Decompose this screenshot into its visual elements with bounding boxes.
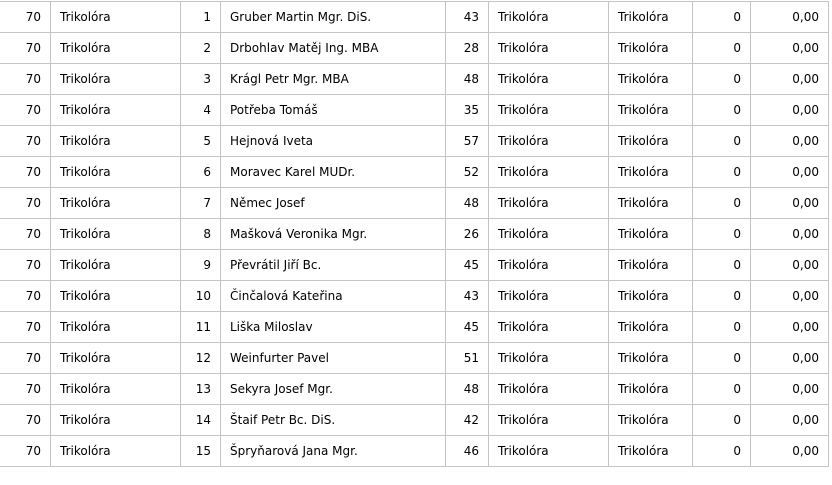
candidate-name-cell: Potřeba Tomáš (221, 95, 446, 126)
table-row (0, 343, 829, 374)
candidate-name-cell: Liška Miloslav (221, 312, 446, 343)
nominating-party-cell: Trikolóra (489, 188, 609, 219)
candidate-name-cell: Krágl Petr Mgr. MBA (221, 64, 446, 95)
vote-percent-cell: 0,00 (751, 281, 829, 312)
candidate-name-cell: Weinfurter Pavel (221, 343, 446, 374)
party-number-cell: 70 (0, 126, 51, 157)
candidate-order-cell: 14 (181, 405, 221, 436)
nominating-party-cell: Trikolóra (489, 281, 609, 312)
candidate-name-cell: Činčalová Kateřina (221, 281, 446, 312)
vote-count-cell: 0 (693, 250, 751, 281)
nominating-party-cell: Trikolóra (489, 250, 609, 281)
political-affiliation-cell: Trikolóra (609, 219, 693, 250)
vote-percent-cell: 0,00 (751, 374, 829, 405)
vote-percent-cell: 0,00 (751, 436, 829, 467)
party-number-cell: 70 (0, 312, 51, 343)
party-number-cell: 70 (0, 64, 51, 95)
vote-percent-cell: 0,00 (751, 188, 829, 219)
political-affiliation-cell: Trikolóra (609, 405, 693, 436)
vote-count-cell: 0 (693, 343, 751, 374)
nominating-party-cell: Trikolóra (489, 343, 609, 374)
table-row (0, 2, 829, 33)
table-row (0, 374, 829, 405)
candidate-name-cell: Hejnová Iveta (221, 126, 446, 157)
nominating-party-cell: Trikolóra (489, 405, 609, 436)
party-number-cell: 70 (0, 33, 51, 64)
vote-percent-cell: 0,00 (751, 250, 829, 281)
vote-percent-cell: 0,00 (751, 157, 829, 188)
candidate-order-cell: 9 (181, 250, 221, 281)
political-affiliation-cell: Trikolóra (609, 33, 693, 64)
party-name-cell: Trikolóra (51, 2, 181, 33)
party-name-cell: Trikolóra (51, 312, 181, 343)
political-affiliation-cell: Trikolóra (609, 436, 693, 467)
table-row (0, 157, 829, 188)
candidate-name-cell: Sekyra Josef Mgr. (221, 374, 446, 405)
vote-percent-cell: 0,00 (751, 343, 829, 374)
candidate-order-cell: 4 (181, 95, 221, 126)
table-row (0, 312, 829, 343)
party-number-cell: 70 (0, 343, 51, 374)
party-name-cell: Trikolóra (51, 219, 181, 250)
table-row (0, 95, 829, 126)
party-name-cell: Trikolóra (51, 188, 181, 219)
political-affiliation-cell: Trikolóra (609, 2, 693, 33)
political-affiliation-cell: Trikolóra (609, 312, 693, 343)
political-affiliation-cell: Trikolóra (609, 374, 693, 405)
political-affiliation-cell: Trikolóra (609, 157, 693, 188)
vote-percent-cell: 0,00 (751, 2, 829, 33)
candidate-name-cell: Moravec Karel MUDr. (221, 157, 446, 188)
party-number-cell: 70 (0, 374, 51, 405)
candidate-age-cell: 46 (446, 436, 489, 467)
candidate-order-cell: 15 (181, 436, 221, 467)
vote-count-cell: 0 (693, 405, 751, 436)
political-affiliation-cell: Trikolóra (609, 343, 693, 374)
vote-count-cell: 0 (693, 219, 751, 250)
vote-count-cell: 0 (693, 95, 751, 126)
candidate-name-cell: Převrátil Jiří Bc. (221, 250, 446, 281)
political-affiliation-cell: Trikolóra (609, 250, 693, 281)
vote-percent-cell: 0,00 (751, 95, 829, 126)
party-name-cell: Trikolóra (51, 126, 181, 157)
candidate-order-cell: 6 (181, 157, 221, 188)
table-row (0, 436, 829, 467)
political-affiliation-cell: Trikolóra (609, 126, 693, 157)
candidate-order-cell: 11 (181, 312, 221, 343)
vote-percent-cell: 0,00 (751, 219, 829, 250)
table-row (0, 188, 829, 219)
party-number-cell: 70 (0, 405, 51, 436)
party-number-cell: 70 (0, 95, 51, 126)
candidate-order-cell: 2 (181, 33, 221, 64)
candidates-table-body (0, 2, 829, 467)
candidate-order-cell: 13 (181, 374, 221, 405)
candidate-name-cell: Mašková Veronika Mgr. (221, 219, 446, 250)
candidate-age-cell: 43 (446, 281, 489, 312)
table-row (0, 281, 829, 312)
party-number-cell: 70 (0, 219, 51, 250)
vote-count-cell: 0 (693, 126, 751, 157)
nominating-party-cell: Trikolóra (489, 219, 609, 250)
vote-percent-cell: 0,00 (751, 64, 829, 95)
candidate-age-cell: 42 (446, 405, 489, 436)
party-number-cell: 70 (0, 2, 51, 33)
table-row (0, 219, 829, 250)
nominating-party-cell: Trikolóra (489, 64, 609, 95)
party-number-cell: 70 (0, 157, 51, 188)
candidate-age-cell: 48 (446, 188, 489, 219)
political-affiliation-cell: Trikolóra (609, 95, 693, 126)
nominating-party-cell: Trikolóra (489, 157, 609, 188)
party-name-cell: Trikolóra (51, 405, 181, 436)
candidate-age-cell: 26 (446, 219, 489, 250)
candidate-age-cell: 45 (446, 312, 489, 343)
vote-count-cell: 0 (693, 281, 751, 312)
vote-percent-cell: 0,00 (751, 126, 829, 157)
vote-percent-cell: 0,00 (751, 405, 829, 436)
candidate-name-cell: Gruber Martin Mgr. DiS. (221, 2, 446, 33)
nominating-party-cell: Trikolóra (489, 95, 609, 126)
candidate-name-cell: Špryňarová Jana Mgr. (221, 436, 446, 467)
table-row (0, 405, 829, 436)
political-affiliation-cell: Trikolóra (609, 64, 693, 95)
vote-count-cell: 0 (693, 436, 751, 467)
candidate-order-cell: 7 (181, 188, 221, 219)
nominating-party-cell: Trikolóra (489, 312, 609, 343)
candidates-table (0, 1, 829, 467)
vote-count-cell: 0 (693, 64, 751, 95)
party-name-cell: Trikolóra (51, 95, 181, 126)
party-number-cell: 70 (0, 188, 51, 219)
party-number-cell: 70 (0, 250, 51, 281)
party-name-cell: Trikolóra (51, 374, 181, 405)
vote-count-cell: 0 (693, 312, 751, 343)
candidate-age-cell: 35 (446, 95, 489, 126)
candidate-age-cell: 43 (446, 2, 489, 33)
table-row (0, 64, 829, 95)
party-name-cell: Trikolóra (51, 33, 181, 64)
vote-count-cell: 0 (693, 157, 751, 188)
candidate-order-cell: 5 (181, 126, 221, 157)
candidate-name-cell: Štaif Petr Bc. DiS. (221, 405, 446, 436)
party-name-cell: Trikolóra (51, 281, 181, 312)
candidate-order-cell: 12 (181, 343, 221, 374)
table-row (0, 250, 829, 281)
nominating-party-cell: Trikolóra (489, 33, 609, 64)
candidate-age-cell: 48 (446, 374, 489, 405)
party-name-cell: Trikolóra (51, 343, 181, 374)
candidate-age-cell: 57 (446, 126, 489, 157)
candidate-order-cell: 3 (181, 64, 221, 95)
party-number-cell: 70 (0, 436, 51, 467)
nominating-party-cell: Trikolóra (489, 374, 609, 405)
candidate-age-cell: 28 (446, 33, 489, 64)
vote-count-cell: 0 (693, 33, 751, 64)
vote-count-cell: 0 (693, 188, 751, 219)
party-name-cell: Trikolóra (51, 64, 181, 95)
candidate-name-cell: Drbohlav Matěj Ing. MBA (221, 33, 446, 64)
candidate-age-cell: 51 (446, 343, 489, 374)
candidate-order-cell: 1 (181, 2, 221, 33)
nominating-party-cell: Trikolóra (489, 2, 609, 33)
table-row (0, 33, 829, 64)
vote-percent-cell: 0,00 (751, 33, 829, 64)
vote-count-cell: 0 (693, 2, 751, 33)
party-name-cell: Trikolóra (51, 157, 181, 188)
vote-count-cell: 0 (693, 374, 751, 405)
candidate-age-cell: 52 (446, 157, 489, 188)
candidate-name-cell: Němec Josef (221, 188, 446, 219)
political-affiliation-cell: Trikolóra (609, 281, 693, 312)
table-row (0, 126, 829, 157)
candidate-order-cell: 10 (181, 281, 221, 312)
nominating-party-cell: Trikolóra (489, 126, 609, 157)
candidate-age-cell: 48 (446, 64, 489, 95)
political-affiliation-cell: Trikolóra (609, 188, 693, 219)
candidate-age-cell: 45 (446, 250, 489, 281)
vote-percent-cell: 0,00 (751, 312, 829, 343)
party-name-cell: Trikolóra (51, 436, 181, 467)
nominating-party-cell: Trikolóra (489, 436, 609, 467)
party-number-cell: 70 (0, 281, 51, 312)
party-name-cell: Trikolóra (51, 250, 181, 281)
candidate-order-cell: 8 (181, 219, 221, 250)
